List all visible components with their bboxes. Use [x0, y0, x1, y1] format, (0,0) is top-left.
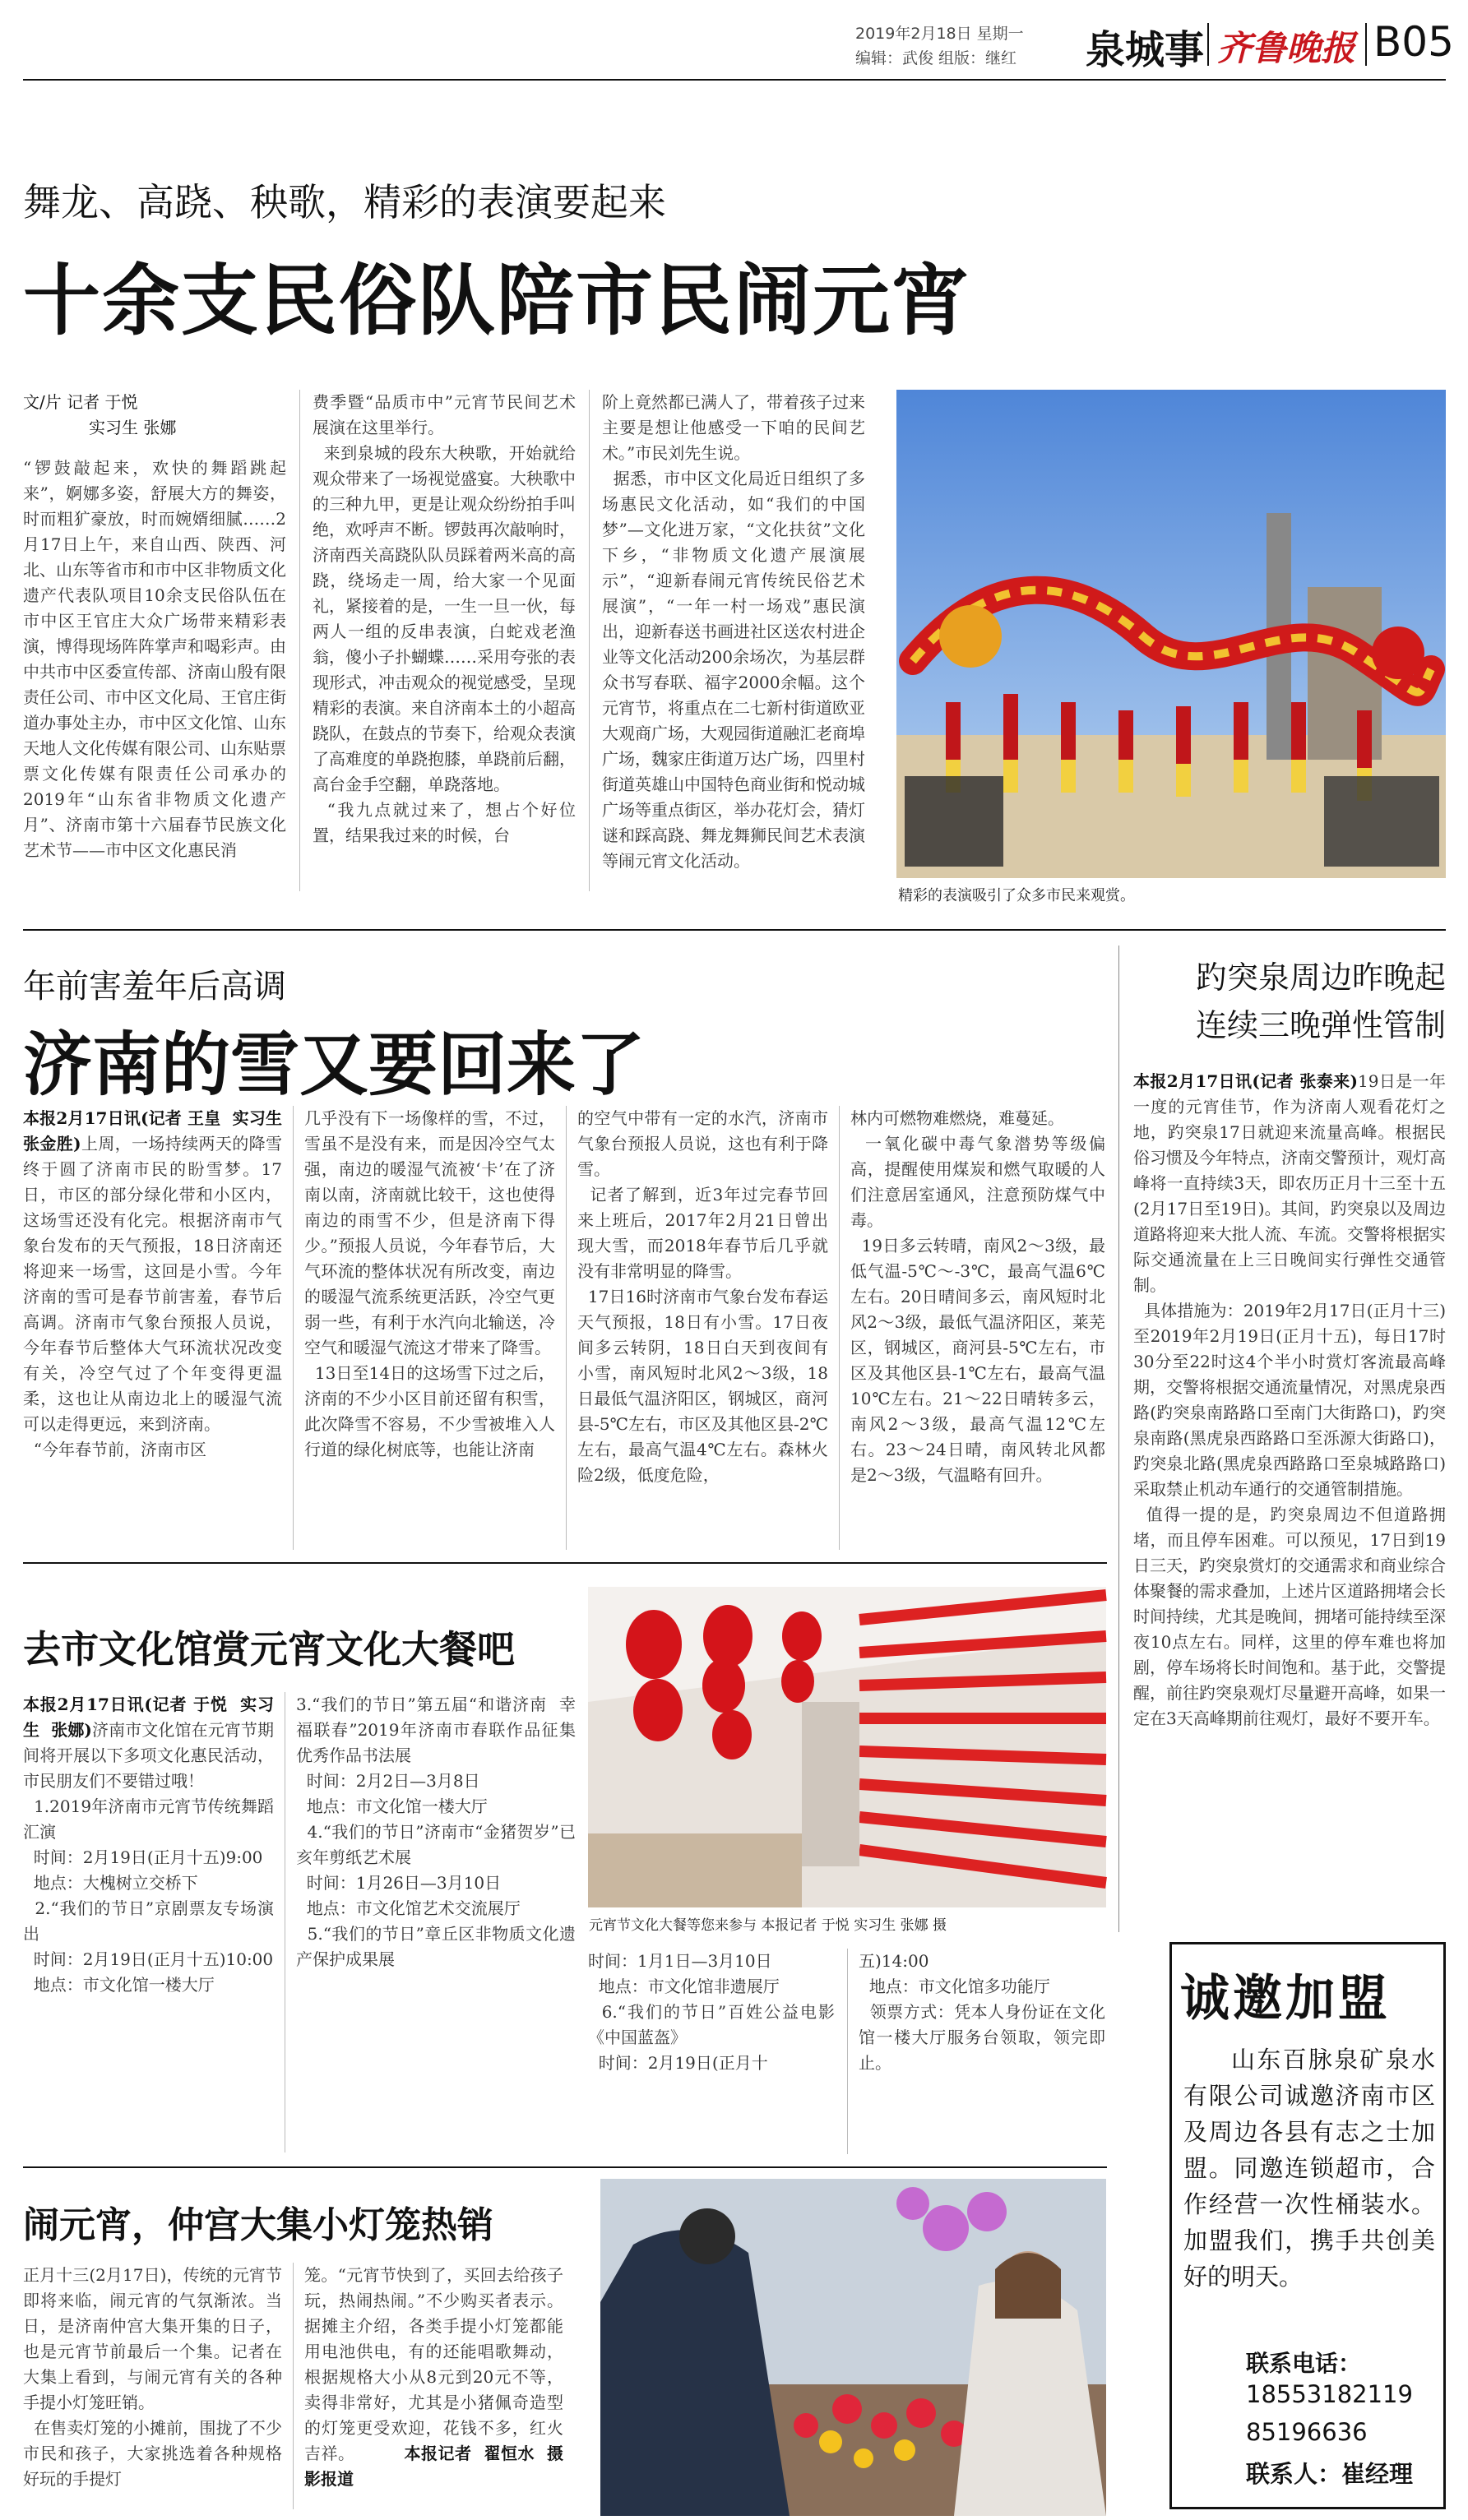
ad-contact: 联系人：崔经理 — [1246, 2460, 1414, 2488]
header-rule — [23, 79, 1446, 81]
ad-box — [1169, 1942, 1446, 2509]
story1-caption: 精彩的表演吸引了众多市民来观赏。 — [898, 887, 1135, 904]
lantern-market-photo — [600, 2179, 1106, 2516]
story3-text: 19日是一年一度的元宵佳节，作为济南人观看花灯之地，趵突泉17日就迎来流量高峰。根据民俗习惯及今年特点，济南交警预计，观灯高峰将一直持续3天，即农历正月十三至十五(2月17日至19日)。其间，趵突泉以及周边道路将迎来大批人流、车流。交警将根据实际交通流量在上三日晚间实行弹性交通管制。 具体措施为：2019年2月17日(正月十三)至2019年2月19日(正月十五)，每日17时30分至22时这4个半小时赏灯客流最高峰期，交警将根据交通流量情况，对黑虎泉西路(趵突泉南路路口至南门大街路口)，趵突泉南路(黑虎泉西路路口至泺源大街路口)，趵突泉北路(黑虎泉西路路口至泉城路路口)采取禁止机动车通行的交通管制措施。 值得一提的是，趵突泉周边不但道路拥堵，而且停车困难。可以预见，17日到19日三天，趵突泉赏灯的交通需求和商业综合体聚餐的需求叠加，上述片区道路拥堵会长时间持续，尤其是晚间，拥堵可能持续至深夜10点左右。同样，这里的停车难也将加剧，停车场将长时间饱和。基于此，交警提醒，前往趵突泉观灯尽量避开高峰，如果一定在3天高峰期前往观灯，最好不要开车。 — [1133, 1071, 1446, 1728]
divider — [589, 390, 590, 891]
divider — [293, 2263, 294, 2509]
section-rule — [23, 1562, 1107, 1564]
ad-body: 山东百脉泉矿泉水有限公司诚邀济南市区及周边各县有志之士加盟。同邀连锁超市，合作经营一次性桶装水。加盟我们，携手共创美好的明天。 — [1183, 2046, 1435, 2291]
ad-phone-1: 18553182119 — [1246, 2380, 1413, 2408]
story2-col1 — [23, 1106, 288, 1550]
story4-lead: 本报2月17日讯(记者 于悦 实习生 张娜) — [23, 1695, 274, 1740]
divider — [566, 1106, 567, 1550]
dragon-dance-photo — [896, 390, 1446, 878]
section-rule — [23, 929, 1446, 931]
ad-phone-2: 85196636 — [1246, 2418, 1368, 2446]
lantern-market-illustration — [600, 2179, 1106, 2516]
header-editors: 编辑：武俊 组版：继红 — [855, 49, 1017, 67]
story3-lead: 本报2月17日讯(记者 张泰来) — [1133, 1071, 1359, 1091]
story5-col2-text: 笼。“元宵节快到了，买回去给孩子玩，热闹热闹。”不少购买者表示。据摊主介绍，各类手提小灯笼都能用电池供电，有的还能唱歌舞动，根据规格大小从8元到20元不等，卖得非常好，尤其是小猪佩奇造型的灯笼更受欢迎，花钱不多，红火吉祥。 — [304, 2265, 563, 2463]
story3-body — [1133, 1069, 1446, 1916]
section-rule — [23, 2166, 1107, 2168]
divider — [299, 390, 300, 891]
story5-headline: 闹元宵，仲宫大集小灯笼热销 — [23, 2204, 493, 2246]
story1-col2: 费季暨“品质市中”元宵节民间艺术展演在这里举行。 来到泉城的段东大秧歌，开始就给观众带来了一场视觉盛宴。大秧歌中的三种九甲，更是让观众纷纷拍手叫绝，欢呼声不断。锣鼓再次敲响时，济南西关高跷队队员踩着两米高的高跷，绕场走一周，给大家一个见面礼，紧接着的是，一生一旦一伙，每两人一组的反串表演，白蛇戏老渔翁，傻小子扑蝴蝶……采用夸张的表现形式，冲击观众的视觉感受，呈现精彩的表演。来自济南本土的小超高跷队，在鼓点的节奏下，给观众表演了高难度的单跷抱膝，单跷前后翻，高台金手空翻，单跷落地。 “我九点就过来了，想占个好位置，结果我过来的时候，台 — [313, 392, 576, 845]
story1-byline-1: 文/片 记者 于悦 — [23, 392, 138, 412]
story4-headline: 去市文化馆赏元宵文化大餐吧 — [23, 1627, 515, 1672]
story4-col2: 3.“我们的节日”第五届“和谐济南 幸福联春”2019年济南市春联作品征集优秀作品书法展 时间：2月2日—3月8日 地点：市文化馆一楼大厅 4.“我们的节日”济南市“金猪贺岁”已亥年剪纸艺术展 时间：1月26日—3月10日 地点：市文化馆艺术交流展厅 5.“我们的节日”章丘区非物质文化遗产保护成果展 — [296, 1695, 577, 1969]
story3-headline: 趵突泉周边昨晚起 连续三晚弹性管制 — [1195, 959, 1446, 1043]
story1-col1: “锣鼓敲起来，欢快的舞蹈跳起来”，婀娜多姿，舒展大方的舞姿，时而粗犷豪放，时而婉婿细腻……2月17日上午，来自山西、陕西、河北、山东等省市和市中区非物质文化遗产代表队项目10余支民俗队伍在市中区王官庄大众广场带来精彩表演，博得现场阵阵掌声和喝彩声。由中共市中区委宣传部、济南山殷有限责任公司、市中区文化局、王官庄街道办事处主办，市中区文化馆、山东天地人文化传媒有限公司、山东贴票票文化传媒有限责任公司承办的2019年“山东省非物质文化遗产月”、济南市第十六届春节民族文化艺术节——市中区文化惠民消 — [23, 458, 286, 860]
header-divider — [1207, 23, 1209, 66]
story2-kicker: 年前害羞年后高调 — [23, 968, 286, 1006]
story5-col1: 正月十三(2月17日)，传统的元宵节即将来临，闹元宵的气氛渐浓。当日，是济南仲宫大集开集的日子，也是元宵节前最后一个集。记者在大集上看到，与闹元宵有关的各种手提小灯笼旺销。 在售卖灯笼的小摊前，围拢了不少市民和孩子，大家挑选着各种规格好玩的手提灯 — [23, 2265, 282, 2489]
header-divider-2 — [1365, 23, 1367, 66]
story2-lead: 本报2月17日讯(记者 王皇 实习生 张金胜) — [23, 1108, 288, 1154]
story2-col3: 的空气中带有一定的水汽，济南市气象台预报人员说，这也有利于降雪。 记者了解到，近3年过完春节回来上班后，2017年2月21日曾出现大雪，而2018年春节后几乎就没有非常明显的降雪。 17日16时济南市气象台发布春运天气预报，18日有小雪。17日夜间多云转阴，18日白天到夜间有小雪，南风短时北风2～3级，18日最低气温济阳区，钢城区，商河县-5℃左右，市区及其他区县-2℃左右，最高气温4℃左右。森林火险2级，低度危险， — [577, 1108, 828, 1485]
divider — [1118, 946, 1119, 1932]
section-title: 泉城事 — [1086, 27, 1205, 73]
story2-col1-text: 上周，一场持续两天的降雪终于圆了济南市民的盼雪梦。17日，市区的部分绿化带和小区内，这场雪还没有化完。根据济南市气象台发布的天气预报，18日济南还将迎来一场雪，这回是小雪。今年济南的雪可是春节前害羞，春节后高调。济南市气象台预报人员说，今年春节后整体大气环流状况改变有关，冷空气过了个年变得更温柔，这也让从南边北上的暖湿气流可以走得更远，来到济南。 “今年春节前，济南市区 — [23, 1134, 283, 1459]
story5-credit: 本报记者 翟恒水 摄影报道 — [304, 2444, 563, 2489]
page-number: B05 — [1373, 18, 1454, 66]
header-date: 2019年2月18日 星期一 — [855, 25, 1024, 43]
divider — [839, 1106, 840, 1550]
paper-logo: 齐鲁晚报 — [1217, 28, 1356, 68]
story4-col4: 五)14:00 地点：市文化馆多功能厅 领票方式：凭本人身份证在文化馆一楼大厅服务台领取，领完即止。 — [859, 1951, 1105, 2073]
story2-headline: 济南的雪又要回来了 — [23, 1024, 646, 1105]
lantern-photo — [588, 1587, 1106, 1907]
story1-col3: 阶上竟然都已满人了，带着孩子过来主要是想让他感受一下咱的民间艺术。”市民刘先生说。 据悉，市中区文化局近日组织了多场惠民文化活动，如“我们的中国梦”—文化进万家，“文化扶贫”文化下乡，“非物质文化遗产展演展示”，“迎新春闹元宵传统民俗艺术展演”，“一年一村一场戏”惠民演出，迎新春送书画进社区送农村进企业等文化活动200余场次，为基层群众书写春联、福字2000余幅。这个元宵节，将重点在二七新村街道欧亚大观商广场，大观园街道融汇老商埠广场，魏家庄街道万达广场，四里村街道英雄山中国特色商业街和悦动城广场等重点街区，举办花灯会，猜灯谜和踩高跷、舞龙舞狮民间艺术表演等闹元宵文化活动。 — [602, 392, 865, 871]
story2-col2: 几乎没有下一场像样的雪，不过，雪虽不是没有来，而是因冷空气太强，南边的暖湿气流被‘卡’在了济南以南，济南就比较干，这也使得南边的雨雪不少，但是济南下得少。”预报人员说，今年春节后，大气环流的整体状况有所改变，南边的暖湿气流系统更活跃，冷空气更弱一些，有利于水汽向北输送，冷空气和暖湿气流这才带来了降雪。 13日至14日的这场雪下过之后，济南的不少小区目前还留有积雪，此次降雪不容易，不少雪被堆入人行道的绿化树底等，也能让济南 — [304, 1108, 555, 1459]
story4-col1-text: 济南市文化馆在元宵节期间将开展以下多项文化惠民活动，市民朋友们不要错过哦！ 1.2019年济南市元宵节传统舞蹈汇演 时间：2月19日(正月十五)9:00 地点：大槐树立交桥下 2.“我们的节日”京剧票友专场演出 时间：2月19日(正月十五)10:00 地点：市文化馆一楼大厅 — [23, 1720, 275, 1995]
story1-byline — [23, 390, 176, 441]
story1-byline-2: 实习生 张娜 — [89, 418, 177, 437]
lantern-illustration — [588, 1587, 1106, 1907]
story1-kicker: 舞龙、高跷、秧歌，精彩的表演要起来 — [23, 180, 666, 224]
divider — [293, 1106, 294, 1550]
story4-col3: 时间：1月1日—3月10日 地点：市文化馆非遗展厅 6.“我们的节日”百姓公益电影《中国蓝盔》 时间：2月19日(正月十 — [588, 1951, 836, 2073]
story5-col2 — [304, 2263, 563, 2509]
divider — [847, 1949, 848, 2154]
story4-col1 — [23, 1692, 275, 1995]
story1-headline: 十余支民俗队陪市民闹元宵 — [23, 257, 971, 346]
ad-title: 诚邀加盟 — [1180, 1970, 1391, 2028]
story2-col4: 林内可燃物难燃烧，难蔓延。 一氧化碳中毒气象潜势等级偏高，提醒使用煤炭和燃气取暖的人们注意居室通风，注意预防煤气中毒。 19日多云转晴，南风2～3级，最低气温-5℃～-3℃，最高气温6℃左右。20日晴间多云，南风短时北风2～3级，最低气温济阳区，莱芜区，钢城区，商河县-5℃左右，市区及其他区县-1℃左右，最高气温10℃左右。21～22日晴转多云，南风2～3级，最高气温12℃左右。23～24日晴，南风转北风都是2～3级，气温略有回升。 — [850, 1108, 1106, 1485]
dragon-dance-illustration — [896, 390, 1446, 878]
story4-caption: 元宵节文化大餐等您来参与 本报记者 于悦 实习生 张娜 摄 — [589, 1917, 947, 1934]
ad-phone-label: 联系电话： — [1246, 2350, 1362, 2377]
